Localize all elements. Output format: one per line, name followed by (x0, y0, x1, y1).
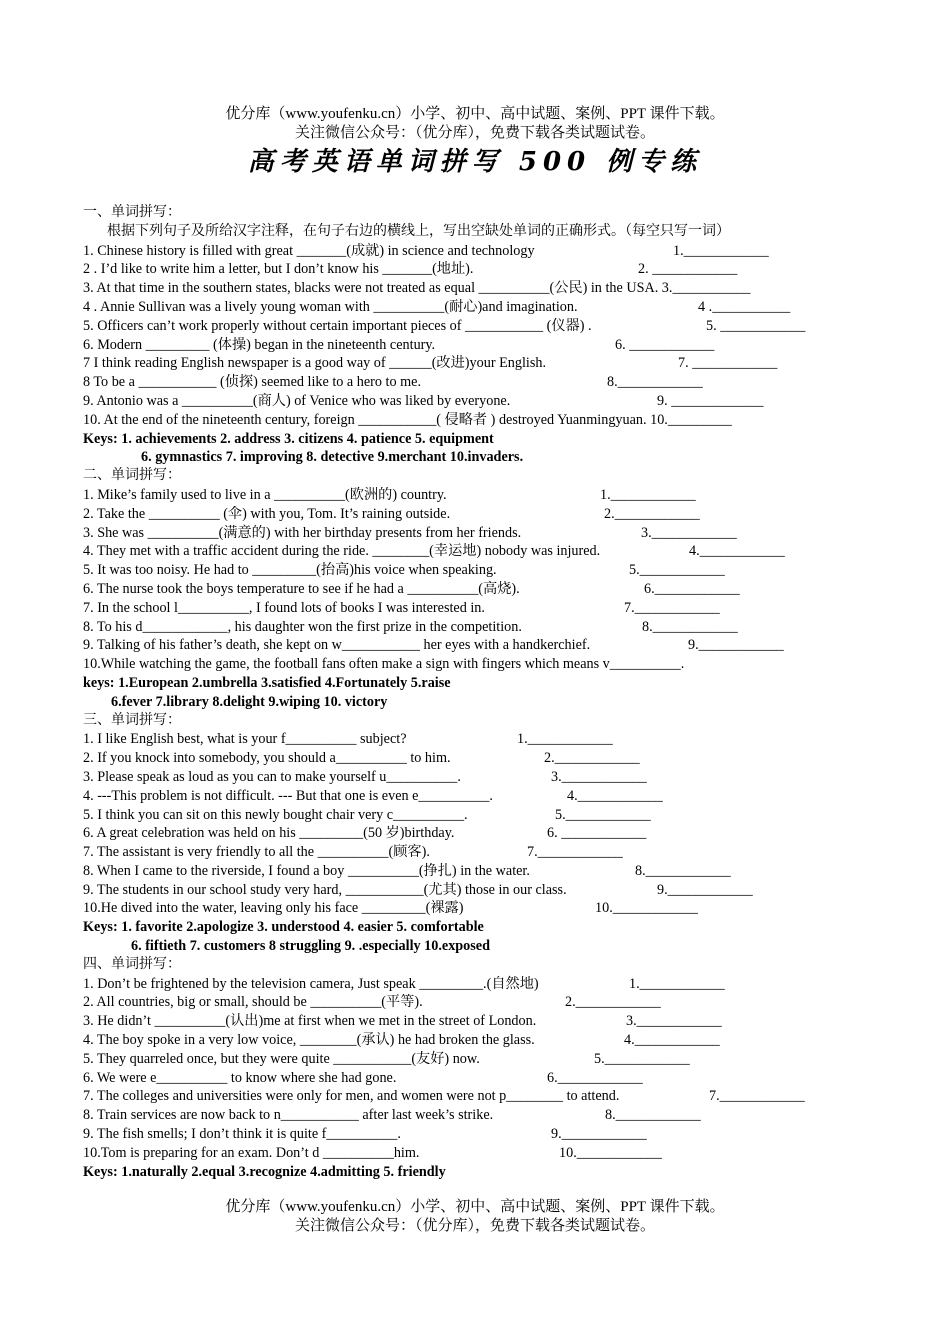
section-heading: 四、单词拼写： (83, 956, 181, 972)
question-item (83, 1087, 873, 1106)
question-item (83, 1106, 873, 1125)
answer-blank: 1.____________ (673, 242, 769, 259)
question-text: 2. All countries, big or small, should be __________(平等). (83, 994, 423, 1011)
question-text: 3. He didn’t __________(认出)me at first when we met in the street of London. (83, 1013, 537, 1030)
question-text: 9. Antonio was a __________(商人) of Venice who was liked by everyone. (83, 392, 511, 409)
question-text: 6. We were e__________ to know where she had gone. (83, 1069, 397, 1086)
answer-blank: 4.____________ (689, 543, 785, 560)
answer-blank: 4.____________ (624, 1032, 720, 1049)
question-item (83, 298, 873, 317)
question-text: 5. I think you can sit on this newly bought chair very c__________. (83, 806, 468, 823)
question-text: 5. It was too noisy. He had to _________(抬高)his voice when speaking. (83, 562, 497, 579)
footer-line-2: 关注微信公众号：（优分库），免费下载各类试题试卷。 (294, 1218, 655, 1234)
question-item (83, 336, 873, 355)
question-text: 4 . Annie Sullivan was a lively young woman with __________(耐心)and imagination. (83, 298, 578, 315)
answer-keys: 6. fiftieth 7. customers 8 struggling 9. .especially 10.exposed (131, 938, 490, 955)
question-item (83, 975, 873, 994)
question-item (83, 279, 873, 298)
answer-blank: 3.____________ (626, 1013, 722, 1030)
question-text: 7. In the school l__________, I found lots of books I was interested in. (83, 599, 485, 616)
answer-blank: 6. ____________ (547, 825, 647, 842)
question-text: 3. Please speak as loud as you can to make yourself u__________. (83, 768, 461, 785)
answer-blank: 6. ____________ (615, 336, 715, 353)
question-item (83, 1012, 873, 1031)
question-text: 10.While watching the game, the football fans often make a sign with fingers which means v__________. (83, 656, 685, 673)
question-text: 10.He dived into the water, leaving only his face _________(裸露) (83, 900, 464, 917)
answer-blank: 8.____________ (635, 862, 731, 879)
answer-blank: 4 .___________ (698, 298, 791, 315)
question-item (83, 749, 873, 768)
question-item (83, 1031, 873, 1050)
question-item (83, 881, 873, 900)
question-text: 8. To his d____________, his daughter won the first prize in the competition. (83, 618, 522, 635)
question-text: 9. The students in our school study very hard, ___________(尤其) those in our class. (83, 881, 567, 898)
answer-blank: 1.____________ (517, 731, 613, 748)
question-item (83, 636, 873, 655)
question-item (83, 843, 873, 862)
question-item (83, 768, 873, 787)
question-item (83, 1125, 873, 1144)
question-item (83, 354, 873, 373)
question-item (83, 862, 873, 881)
question-text: 4. ---This problem is not difficult. --- But that one is even e__________. (83, 787, 493, 804)
answer-blank: 9.____________ (657, 881, 753, 898)
question-text: 5. They quarreled once, but they were quite ___________(友好) now. (83, 1050, 480, 1067)
question-text: 6. The nurse took the boys temperature to see if he had a __________(高烧). (83, 580, 520, 597)
question-text: 2. If you knock into somebody, you should a__________ to him. (83, 750, 451, 767)
question-text: 4. The boy spoke in a very low voice, ________(承认) he had broken the glass. (83, 1032, 535, 1049)
header-line-1: 优分库（www.youfenku.cn）小学、初中、高中试题、案例、PPT 课件下载。 (225, 106, 725, 122)
question-item (83, 1050, 873, 1069)
question-item (83, 242, 873, 261)
section-heading: 一、单词拼写： (83, 205, 181, 220)
answer-blank: 3.____________ (551, 768, 647, 785)
answer-blank: 5.____________ (594, 1050, 690, 1067)
question-item (83, 524, 873, 543)
question-text: 9. The fish smells; I don’t think it is quite f__________. (83, 1126, 401, 1143)
answer-blank: 2.____________ (544, 750, 640, 767)
question-text: 8. Train services are now back to n___________ after last week’s strike. (83, 1107, 494, 1124)
question-item (83, 486, 873, 505)
answer-blank: 6.____________ (644, 580, 740, 597)
answer-blank: 8.____________ (605, 1107, 701, 1124)
answer-keys: 6.fever 7.library 8.delight 9.wiping 10. victory (111, 693, 388, 710)
question-item (83, 618, 873, 637)
answer-blank: 1.____________ (600, 486, 696, 503)
question-text: 7. The colleges and universities were only for men, and women were not p________ to attend. (83, 1088, 620, 1105)
question-text: 7 I think reading English newspaper is a good way of ______(改进)your English. (83, 355, 546, 372)
answer-keys: 6. gymnastics 7. improving 8. detective 9.merchant 10.invaders. (141, 449, 524, 466)
answer-blank: 6.____________ (547, 1069, 643, 1086)
worksheet-body (83, 204, 873, 1181)
section-instruction: 根据下列句子及所给汉字注释，在句子右边的横线上，写出空缺处单词的正确形式。（每空只写一词） (107, 223, 730, 239)
page-title: 高考英语单词拼写 500 例专练 (247, 147, 703, 177)
header-line-2: 关注微信公众号：（优分库），免费下载各类试题试卷。 (294, 125, 655, 141)
answer-blank: 9.____________ (688, 637, 784, 654)
question-text: 6. A great celebration was held on his _________(50 岁)birthday. (83, 825, 455, 842)
question-text: 7. The assistant is very friendly to all the __________(顾客). (83, 844, 430, 861)
question-item (83, 824, 873, 843)
answer-blank: 7.____________ (624, 599, 720, 616)
question-item (83, 899, 873, 918)
answer-blank: 2.____________ (565, 994, 661, 1011)
question-text: 5. Officers can’t work properly without certain important pieces of ___________ (仪器) . (83, 317, 592, 334)
question-text: 1. Mike’s family used to live in a __________(欧洲的) country. (83, 486, 447, 503)
question-text: 8 To be a ___________ (侦探) seemed like to a hero to me. (83, 374, 421, 391)
answer-blank: 10.____________ (595, 900, 698, 917)
question-text: 8. When I came to the riverside, I found a boy __________(挣扎) in the water. (83, 862, 530, 879)
question-text: 9. Talking of his father’s death, she kept on w___________ her eyes with a handkerchief. (83, 637, 591, 654)
question-item (83, 655, 873, 674)
answer-blank: 8.____________ (607, 374, 703, 391)
answer-blank: 10.____________ (559, 1144, 662, 1161)
question-item (83, 373, 873, 392)
question-item (83, 505, 873, 524)
answer-blank: 7. ____________ (678, 355, 778, 372)
question-item (83, 411, 873, 430)
question-text: 10.Tom is preparing for an exam. Don’t d __________him. (83, 1144, 420, 1161)
answer-keys: Keys: 1. achievements 2. address 3. citizens 4. patience 5. equipment (83, 430, 494, 447)
question-text: 6. Modern _________ (体操) began in the nineteenth century. (83, 336, 436, 353)
question-text: 1. I like English best, what is your f__________ subject? (83, 731, 407, 748)
question-item (83, 561, 873, 580)
question-text: 4. They met with a traffic accident during the ride. ________(幸运地) nobody was injured. (83, 543, 601, 560)
answer-blank: 5.____________ (629, 562, 725, 579)
answer-blank: 9.____________ (551, 1126, 647, 1143)
answer-blank: 2.____________ (604, 505, 700, 522)
question-item (83, 730, 873, 749)
question-item (83, 542, 873, 561)
answer-blank: 5.____________ (555, 806, 651, 823)
footer-line-1: 优分库（www.youfenku.cn）小学、初中、高中试题、案例、PPT 课件下载。 (225, 1199, 725, 1215)
question-item (83, 317, 873, 336)
question-item (83, 599, 873, 618)
section-heading: 二、单词拼写： (83, 468, 181, 484)
answer-blank: 7.____________ (709, 1088, 805, 1105)
answer-blank: 5. ____________ (706, 317, 806, 334)
question-text: 10. At the end of the nineteenth century, foreign ___________( 侵略者 ) destroyed Yuanmingyuan. 10._________ (83, 411, 732, 428)
answer-keys: Keys: 1.naturally 2.equal 3.recognize 4.admitting 5. friendly (83, 1163, 446, 1180)
question-item (83, 1069, 873, 1088)
answer-blank: 9. _____________ (657, 392, 764, 409)
question-item (83, 580, 873, 599)
answer-blank: 3.____________ (641, 524, 737, 541)
question-text: 2. Take the __________ (伞) with you, Tom. It’s raining outside. (83, 505, 451, 522)
question-text: 3. At that time in the southern states, blacks were not treated as equal __________(公民) in the USA. 3.___________ (83, 280, 751, 297)
question-item (83, 993, 873, 1012)
answer-blank: 8.____________ (642, 618, 738, 635)
question-item (83, 392, 873, 411)
question-item (83, 787, 873, 806)
answer-keys: keys: 1.European 2.umbrella 3.satisfied 4.Fortunately 5.raise (83, 674, 451, 691)
question-text: 1. Chinese history is filled with great _______(成就) in science and technology (83, 242, 535, 259)
answer-blank: 7.____________ (527, 844, 623, 861)
answer-blank: 4.____________ (567, 787, 663, 804)
question-text: 2 . I’d like to write him a letter, but I don’t know his _______(地址). (83, 261, 474, 278)
question-text: 3. She was __________(满意的) with her birthday presents from her friends. (83, 524, 522, 541)
question-text: 1. Don’t be frightened by the television camera, Just speak _________.(自然地) (83, 975, 539, 992)
answer-keys: Keys: 1. favorite 2.apologize 3. understood 4. easier 5. comfortable (83, 919, 484, 936)
question-item (83, 260, 873, 279)
answer-blank: 2. ____________ (638, 261, 738, 278)
question-item (83, 1144, 873, 1163)
answer-blank: 1.____________ (629, 975, 725, 992)
section-heading: 三、单词拼写： (83, 712, 181, 728)
question-item (83, 806, 873, 825)
